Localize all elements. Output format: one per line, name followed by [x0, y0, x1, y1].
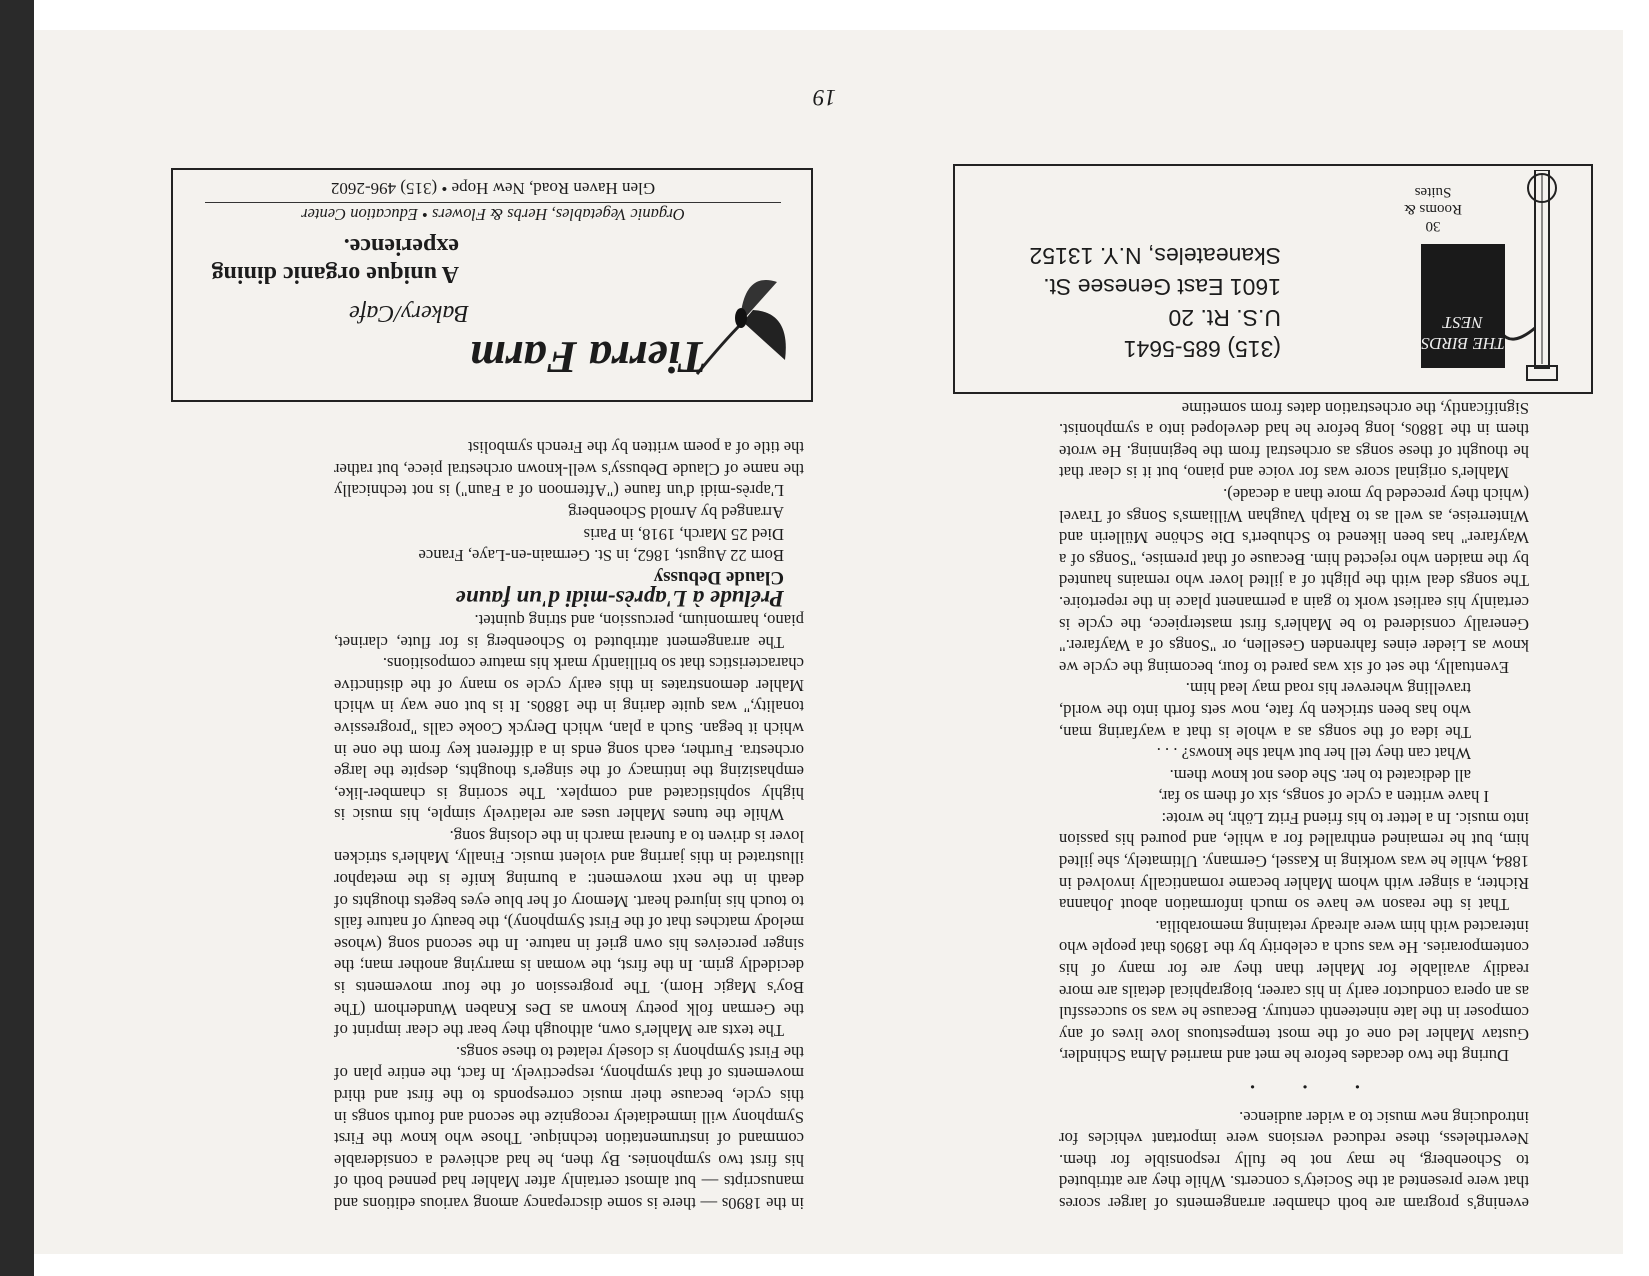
tierra-farm-subtitle: Bakery/Cafe — [349, 300, 469, 326]
birds-nest-city: Skaneateles, N.Y. 13152 — [1029, 243, 1281, 269]
tierra-farm-address: Glen Haven Road, New Hope • (315) 496-2602 — [330, 179, 656, 198]
paragraph: While the tunes Mahler uses are relatively simple, his music is highly sophisticated and complex. The scoring is chamber-like, emphasizing the intimacy of the singer's thoughts, despite the large orchestra. Further, each song ends in a different key from the one in which it began. Such a plan, which Deryck Cooke calls "progressive tonality," was quite daring in the 1880s. It is but one way in which Mahler demonstrates in this early cycle so many of the distinctive characteristics that so brilliantly mark his mature compositions. — [334, 654, 804, 825]
quote-line: What can they tell her but what she knows? . . . — [1156, 744, 1471, 764]
tierra-farm-tagline: A unique organic dining experience. — [211, 233, 459, 287]
ad-birds-nest — [953, 164, 1593, 394]
piece-title: Prélude à L'après-midi d'un faune — [455, 586, 784, 612]
rooms-count: 30 — [1425, 218, 1441, 234]
birds-nest-contact — [1030, 240, 1281, 364]
paragraph: That is the reason we have so much information about Johanna Richter, a singer with whom Mahler became romantically involved in 1884, while he was working in Kassel, Germany. Ultimately, she jilted him, but he remained enthralled for a while, and poured his passion into music. In a letter to his friend Fritz Löhr, he wrote: — [1059, 808, 1529, 915]
composer-name: Claude Debussy — [653, 566, 784, 588]
butterfly-logo-icon — [693, 262, 793, 382]
left-text-column — [1059, 397, 1529, 1214]
birds-nest-phone: (315) 685-5641 — [1123, 336, 1281, 362]
letter-quote — [1059, 678, 1529, 808]
birds-nest-route: U.S. Rt. 20 — [1168, 305, 1281, 331]
right-text-column — [334, 437, 804, 1214]
quote-line: I have written a cycle of songs, six of them so far, — [1158, 787, 1489, 807]
paragraph: Mahler's original score was for voice and piano, but it is clear that he thought of these songs as orchestral from the beginning. He wrote them in the 1880s, long before he had developed into a symphonist. Significantly, the orchestration dates from sometime — [1059, 398, 1529, 483]
quote-line: The idea of the songs as a whole is that a wayfaring man, who has been stricken by fate, now sets forth into the world, travelling wherever his road may lead him. — [1059, 679, 1471, 742]
tierra-farm-services: Organic Vegetables, Herbs & Flowers • Education Center — [301, 205, 685, 224]
paragraph: L'après-midi d'un faune ("Afternoon of a Faun") is not technically the name of Claude Debussy's well-known orchestral piece, but rather the title of a poem written by the French symbolist — [334, 438, 804, 501]
lamppost-icon — [1501, 170, 1571, 388]
rooms-label: Rooms & Suites — [1404, 184, 1462, 217]
paragraph: Eventually, the set of six was pared to four, becoming the cycle we know as Lieder eines fahrenden Gesellen, or "Songs of a Wayfarer." Generally considered to be Mahler's first masterpiece, the cycle is certainly his earliest work to gain a permanent place in the repertoire. The songs deal with the plight of a jilted lover who remains haunted by the maiden who rejected him. Because of that premise, "Songs of a Wayfarer" has been likened to Schubert's Die Schöne Müllerin and Winterreise, as well as to Ralph Vaughan Williams's Songs of Travel (which they preceded by more than a decade). — [1059, 485, 1529, 677]
birds-nest-sign: THE BIRDS NEST — [1421, 244, 1505, 368]
paragraph: The arrangement attributed to Schoenberg is for flute, clarinet, piano, harmonium, percussion, and string quintet. — [334, 610, 804, 652]
scan-top-margin — [0, 1254, 1649, 1276]
paragraph: in the 1890s — there is some discrepancy among various editions and manuscripts — but almost certainly after Mahler had penned both of his first two symphonies. By then, he had achieved a considerable command of instrumentation technique. Those who know the First Symphony will immediately recognize the second and fourth songs in this cycle, because their music corresponds to the first and third movements of that symphony, respectively. In fact, the entire plan of the First Symphony is closely related to these songs. — [334, 1042, 804, 1213]
composer-died: Died 25 March, 1918, in Paris — [583, 524, 784, 544]
scan-bottom-margin — [0, 0, 1649, 30]
birds-nest-street: 1601 East Genesee St. — [1043, 274, 1281, 300]
scan-binding-shadow — [0, 0, 34, 1276]
quote-line: all dedicated to her. She does not know them. — [1169, 765, 1471, 785]
paragraph: evening's program are both chamber arrangements of larger scores that were presented at the Society's concerts. While they are attributed to Schoenberg, he may not be fully responsible for them. Nevertheless, these reduced versions were important vehicles for introducing new music to a wider audience. — [1059, 1107, 1529, 1213]
ad-tierra-farm — [171, 168, 813, 402]
section-break: • • • — [1228, 1078, 1360, 1094]
arranger: Arranged by Arnold Schoenberg — [568, 503, 784, 522]
scan-left-margin — [1623, 0, 1649, 1276]
page-number: 19 — [813, 85, 836, 110]
divider — [205, 202, 781, 203]
paragraph: During the two decades before he met and married Alma Schindler, Gustav Mahler led one of the most tempestuous love lives of any composer in the late nineteenth century. Because he was so successful as an opera conductor early in his career, biographical details are more readily available for Mahler than they are for many of his contemporaries. He was such a celebrity by the 1890s that people who interacted with him were already retaining memorabilia. — [1059, 916, 1529, 1066]
composer-born: Born 22 August, 1862, in St. Germain-en-Laye, France — [418, 546, 784, 566]
tierra-farm-name: Tierra Farm — [469, 332, 707, 383]
paragraph: The texts are Mahler's own, although they bear the clear imprint of the German folk poetry known as Des Knaben Wunderhorn (The Boy's Magic Horn). The progression of the four movements is decidedly grim. In the first, the woman is marrying another man; the singer perceives his own grief in nature. In the second song (whose melody matches that of the First Symphony), the beauty of nature fails to touch his injured heart. Memory of her blue eyes begets thoughts of death in the next movement: a burning knife is the metaphor illustrated in this jarring and violent music. Finally, Mahler's stricken lover is driven to a funeral march in the closing song. — [334, 826, 804, 1041]
rooms-info — [1385, 183, 1481, 234]
